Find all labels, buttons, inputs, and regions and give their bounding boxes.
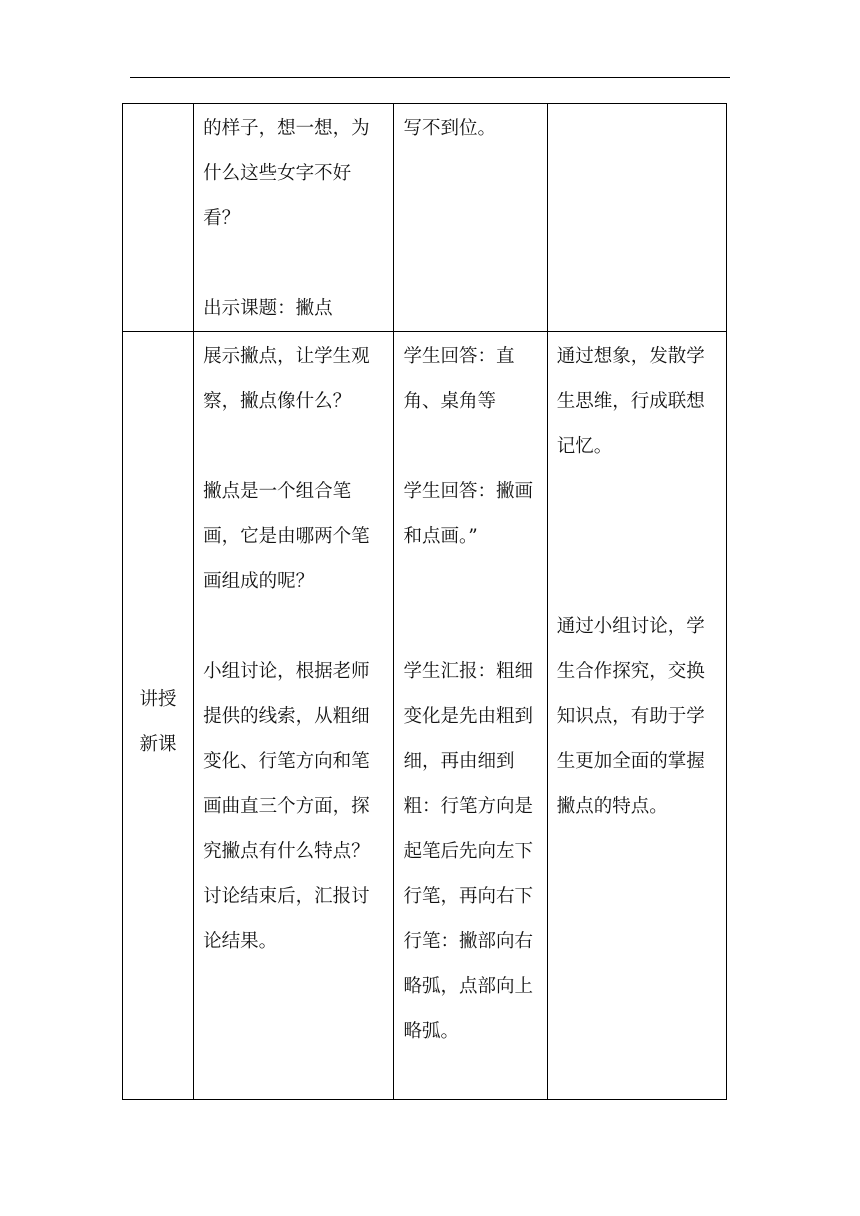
intent-text: 通过小组讨论，学生合作探究，交换知识点，有助于学生更加全面的掌握撇点的特点。 [556, 616, 705, 817]
lesson-title-text: 出示课题：撇点 [203, 298, 333, 319]
student-text: 学生回答：直角、桌角等 [403, 346, 515, 412]
design-intent-cell [547, 104, 726, 332]
intent-text: 通过想象，发散学生思维，行成联想记忆。 [556, 346, 705, 457]
table-row [123, 332, 727, 1100]
lesson-plan-table [122, 103, 727, 1100]
student-text: 学生汇报：粗细变化是先由粗到细，再由细到粗：行笔方向是起笔后先向左下行笔，再向右下行笔：撇部向右略弧，点部向上略弧。 [403, 661, 533, 1042]
student-text: 写不到位。 [403, 118, 496, 139]
stage-label: 讲授新课 [139, 688, 177, 755]
teacher-text: 的样子，想一想，为什么这些女字不好看？ [203, 118, 370, 229]
student-activity-cell [394, 332, 547, 1100]
teacher-activity-cell [194, 104, 394, 332]
table-row [123, 104, 727, 332]
design-intent-cell [547, 332, 726, 1100]
stage-cell [123, 104, 194, 332]
header-rule [130, 77, 730, 78]
teacher-activity-cell [194, 332, 394, 1100]
stage-cell [123, 332, 194, 1100]
student-text: 学生回答：撇画和点画。” [403, 481, 533, 547]
teacher-text: 小组讨论，根据老师提供的线索，从粗细变化、行笔方向和笔画曲直三个方面，探究撇点有什么特点？讨论结束后，汇报讨论结果。 [203, 661, 370, 952]
teacher-text: 撇点是一个组合笔画，它是由哪两个笔画组成的呢？ [203, 481, 370, 592]
teacher-text: 展示撇点，让学生观察，撇点像什么？ [203, 346, 370, 412]
student-activity-cell [394, 104, 547, 332]
